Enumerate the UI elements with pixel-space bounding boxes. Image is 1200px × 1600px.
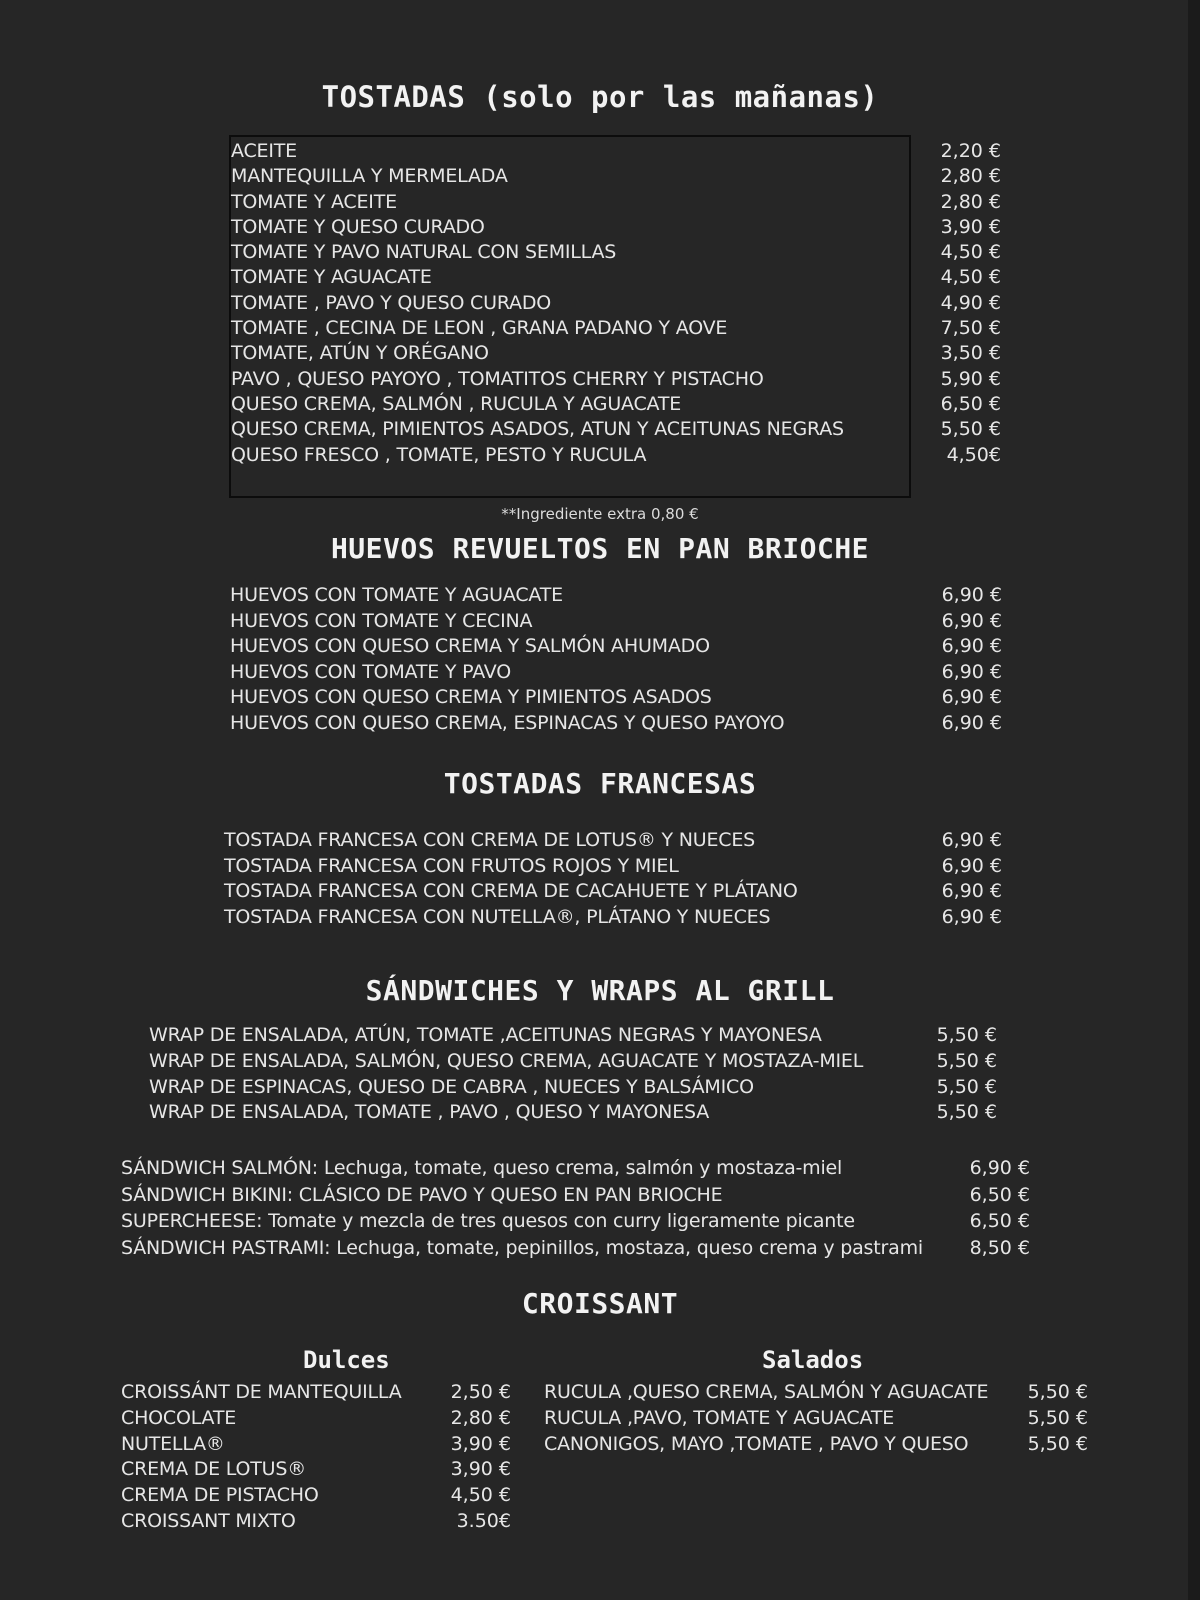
menu-item-name: CANONIGOS, MAYO ,TOMATE , PAVO Y QUESO [544, 1432, 969, 1455]
menu-item-price: 6,90 € [941, 686, 1002, 708]
menu-item-price: 2,20 € [940, 140, 1001, 162]
menu-item-price: 6,90 € [941, 829, 1002, 851]
menu-item-name: TOMATE , CECINA DE LEON , GRANA PADANO Y AOVE [231, 317, 728, 340]
menu-item [149, 1049, 997, 1075]
menu-item [224, 828, 1002, 854]
menu-item-name: CROISSANT MIXTO [121, 1509, 296, 1532]
menu-item-name: TOMATE Y ACEITE [231, 190, 397, 213]
menu-item-price: 8,50 € [969, 1236, 1030, 1259]
menu-item-price: 4,50 € [450, 1484, 511, 1507]
menu-item [231, 291, 1001, 316]
menu-item-name: MANTEQUILLA Y MERMELADA [231, 165, 508, 188]
menu-item-name: TOSTADA FRANCESA CON NUTELLA®, PLÁTANO Y NUECES [224, 905, 771, 928]
menu-item-name: CREMA DE PISTACHO [121, 1484, 319, 1507]
menu-item-price: 6,90 € [941, 854, 1002, 877]
menu-item-name: HUEVOS CON QUESO CREMA Y SALMÓN AHUMADO [230, 635, 710, 657]
sandwiches-title: SÁNDWICHES Y WRAPS AL GRILL [365, 974, 835, 1007]
menu-item [230, 634, 1002, 660]
francesas-title: TOSTADAS FRANCESAS [443, 767, 757, 800]
menu-item-price: 4,50€ [946, 443, 1001, 466]
menu-item-price: 5,50 € [940, 418, 1001, 441]
menu-item [544, 1406, 1088, 1432]
menu-item [121, 1509, 511, 1535]
menu-item-name: SÁNDWICH BIKINI: CLÁSICO DE PAVO Y QUESO EN PAN BRIOCHE [121, 1183, 723, 1206]
menu-item-name: WRAP DE ENSALADA, TOMATE , PAVO , QUESO Y MAYONESA [149, 1101, 710, 1124]
menu-item-price: 5,50 € [1027, 1432, 1088, 1455]
menu-item-price: 6,90 € [941, 880, 1002, 902]
menu-item-name: TOMATE Y QUESO CURADO [231, 215, 485, 238]
menu-item-price: 3,90 € [940, 215, 1001, 238]
huevos-list [230, 583, 1002, 736]
croissant-title: CROISSANT [521, 1287, 679, 1320]
menu-item-name: QUESO FRESCO , TOMATE, PESTO Y RUCULA [231, 443, 647, 466]
menu-item [231, 417, 1001, 442]
menu-item [121, 1208, 1030, 1235]
menu-item-name: PAVO , QUESO PAYOYO , TOMATITOS CHERRY Y PISTACHO [231, 367, 764, 390]
menu-item [231, 190, 1001, 215]
menu-item [121, 1457, 511, 1483]
menu-item-price: 4,90 € [940, 291, 1001, 314]
menu-item-price: 3,90 € [450, 1458, 511, 1481]
menu-item-price: 3,90 € [450, 1432, 511, 1455]
menu-item-name: HUEVOS CON TOMATE Y AGUACATE [230, 584, 563, 606]
menu-item [121, 1235, 1030, 1262]
menu-item-price: 6,90 € [941, 905, 1002, 928]
menu-item-name: NUTELLA® [121, 1432, 225, 1455]
menu-item-price: 5,90 € [940, 367, 1001, 390]
page-edge [1188, 0, 1200, 1600]
menu-item [121, 1483, 511, 1509]
menu-item-price: 5,50 € [936, 1101, 997, 1124]
menu-item-price: 2,80 € [450, 1406, 511, 1429]
menu-item [230, 609, 1002, 635]
menu-item [231, 240, 1001, 265]
menu-item-price: 5,50 € [1027, 1406, 1088, 1429]
menu-item-name: HUEVOS CON TOMATE Y PAVO [230, 660, 512, 683]
francesas-list [224, 828, 1002, 930]
menu-item [224, 854, 1002, 880]
menu-item-name: SUPERCHEESE: Tomate y mezcla de tres quesos con curry ligeramente picante [121, 1210, 855, 1232]
menu-item-name: WRAP DE ENSALADA, ATÚN, TOMATE ,ACEITUNAS NEGRAS Y MAYONESA [149, 1024, 822, 1046]
menu-item-price: 5,50 € [936, 1049, 997, 1072]
menu-item [230, 583, 1002, 609]
menu-item [230, 660, 1002, 686]
menu-item-name: HUEVOS CON TOMATE Y CECINA [230, 609, 533, 632]
menu-item-price: 6,90 € [941, 584, 1002, 606]
menu-item [121, 1182, 1030, 1209]
tostadas-list [231, 139, 1001, 468]
huevos-title: HUEVOS REVUELTOS EN PAN BRIOCHE [330, 532, 870, 565]
menu-item [224, 879, 1002, 905]
menu-item-name: CROISSÁNT DE MANTEQUILLA [121, 1381, 402, 1403]
menu-item [231, 139, 1001, 164]
menu-item-name: TOSTADA FRANCESA CON FRUTOS ROJOS Y MIEL [224, 854, 679, 877]
menu-item-price: 4,50 € [940, 241, 1001, 264]
menu-item-price: 6,50 € [940, 392, 1001, 415]
menu-item [149, 1100, 997, 1126]
menu-item-price: 6,90 € [941, 635, 1002, 657]
menu-item-name: RUCULA ,PAVO, TOMATE Y AGUACATE [544, 1406, 895, 1429]
menu-item [121, 1406, 511, 1432]
menu-item-price: 7,50 € [940, 317, 1001, 340]
menu-item-price: 6,50 € [969, 1210, 1030, 1232]
menu-item-name: WRAP DE ESPINACAS, QUESO DE CABRA , NUECES Y BALSÁMICO [149, 1075, 754, 1098]
menu-item-price: 6,90 € [969, 1157, 1030, 1179]
menu-item-price: 5,50 € [936, 1024, 997, 1046]
menu-item-price: 5,50 € [936, 1075, 997, 1098]
menu-item-name: TOMATE Y PAVO NATURAL CON SEMILLAS [231, 241, 617, 264]
menu-item-name: WRAP DE ENSALADA, SALMÓN, QUESO CREMA, AGUACATE Y MOSTAZA-MIEL [149, 1049, 864, 1072]
menu-item-name: SÁNDWICH PASTRAMI: Lechuga, tomate, pepinillos, mostaza, queso crema y pastrami [121, 1236, 923, 1259]
dulces-title: Dulces [303, 1346, 390, 1374]
salados-list [544, 1380, 1088, 1457]
menu-item [230, 711, 1002, 737]
menu-item [544, 1380, 1088, 1406]
menu-item-name: HUEVOS CON QUESO CREMA Y PIMIENTOS ASADOS [230, 686, 712, 708]
menu-item-name: TOSTADA FRANCESA CON CREMA DE CACAHUETE Y PLÁTANO [224, 880, 798, 902]
menu-item [231, 367, 1001, 392]
wraps-list [149, 1023, 997, 1126]
menu-item-price: 4,50 € [940, 266, 1001, 289]
menu-item-name: TOMATE, ATÚN Y ORÉGANO [231, 342, 489, 365]
menu-item [230, 685, 1002, 711]
menu-item [231, 443, 1001, 468]
menu-item-name: CREMA DE LOTUS® [121, 1458, 307, 1481]
menu-item [231, 164, 1001, 189]
menu-item [121, 1155, 1030, 1182]
menu-item-name: CHOCOLATE [121, 1406, 237, 1429]
menu-item-name: QUESO CREMA, PIMIENTOS ASADOS, ATUN Y ACEITUNAS NEGRAS [231, 418, 844, 441]
menu-item [231, 392, 1001, 417]
menu-item-price: 5,50 € [1027, 1381, 1088, 1403]
menu-item-name: TOMATE , PAVO Y QUESO CURADO [231, 291, 552, 314]
menu-item [544, 1432, 1088, 1458]
menu-item [231, 265, 1001, 290]
menu-item-price: 6,90 € [941, 660, 1002, 683]
menu-item-price: 3.50€ [456, 1509, 511, 1532]
menu-item-name: TOMATE Y AGUACATE [231, 266, 432, 289]
menu-item-price: 2,50 € [450, 1381, 511, 1403]
menu-item-price: 6,90 € [941, 711, 1002, 734]
menu-item [149, 1023, 997, 1049]
menu-item-name: QUESO CREMA, SALMÓN , RUCULA Y AGUACATE [231, 392, 682, 415]
menu-item [231, 215, 1001, 240]
tostadas-title: TOSTADAS (solo por las mañanas) [321, 80, 879, 114]
menu-item-price: 2,80 € [940, 190, 1001, 213]
menu-item [121, 1380, 511, 1406]
menu-item [224, 905, 1002, 931]
menu-item-name: ACEITE [231, 140, 297, 162]
menu-item [231, 316, 1001, 341]
extra-ingredient-note: **Ingrediente extra 0,80 € [501, 505, 699, 523]
menu-item [149, 1075, 997, 1101]
sandwich-list [121, 1155, 1030, 1261]
menu-item-price: 3,50 € [940, 342, 1001, 365]
menu-item-price: 6,50 € [969, 1183, 1030, 1206]
menu-item-name: TOSTADA FRANCESA CON CREMA DE LOTUS® Y NUECES [224, 829, 756, 851]
menu-item-price: 2,80 € [940, 165, 1001, 188]
dulces-list [121, 1380, 511, 1535]
menu-item-name: HUEVOS CON QUESO CREMA, ESPINACAS Y QUESO PAYOYO [230, 711, 785, 734]
menu-item [231, 341, 1001, 366]
menu-item-name: RUCULA ,QUESO CREMA, SALMÓN Y AGUACATE [544, 1381, 989, 1403]
menu-item [121, 1432, 511, 1458]
menu-item-price: 6,90 € [941, 609, 1002, 632]
salados-title: Salados [762, 1346, 864, 1374]
menu-item-name: SÁNDWICH SALMÓN: Lechuga, tomate, queso crema, salmón y mostaza-miel [121, 1157, 843, 1179]
